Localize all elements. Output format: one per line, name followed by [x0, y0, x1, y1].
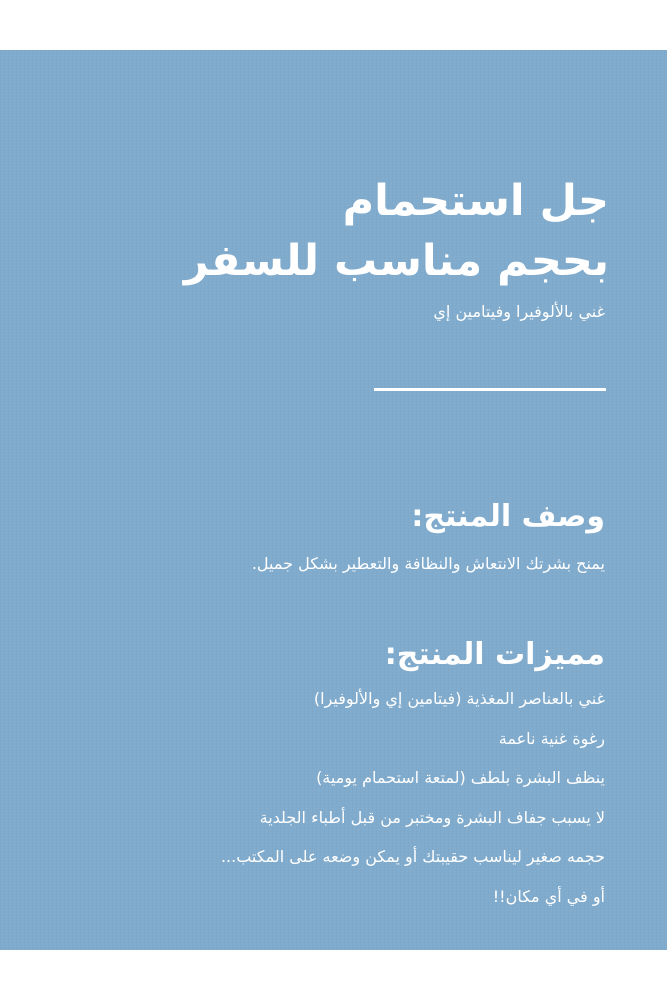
features-list [221, 688, 605, 925]
feature-item: رغوة غنية ناعمة [498, 728, 605, 748]
divider [374, 388, 606, 391]
description-heading: وصف المنتج: [411, 499, 605, 534]
description-text: يمنح بشرتك الانتعاش والنظافة والتعطير بشكل جميل. [251, 554, 605, 573]
feature-item: أو في أي مكان!! [492, 886, 605, 906]
feature-item: حجمه صغير ليناسب حقيبتك أو يمكن وضعه على المكتب... [220, 847, 605, 866]
title-line-2: بحجم مناسب للسفر [183, 236, 609, 286]
feature-item: غني بالعناصر المغذية (فيتامين إي والألوفيرا) [313, 689, 605, 708]
feature-item: لا يسبب جفاف البشرة ومختبر من قبل أطباء الجلدية [259, 807, 605, 827]
product-panel [0, 50, 667, 950]
title-line-1: جل استحمام [342, 176, 609, 226]
subtitle: غني بالألوفيرا وفيتامين إي [433, 302, 605, 321]
feature-item: ينظف البشرة بلطف (لمتعة استحمام يومية) [316, 768, 605, 787]
features-heading: مميزات المنتج: [384, 637, 605, 672]
